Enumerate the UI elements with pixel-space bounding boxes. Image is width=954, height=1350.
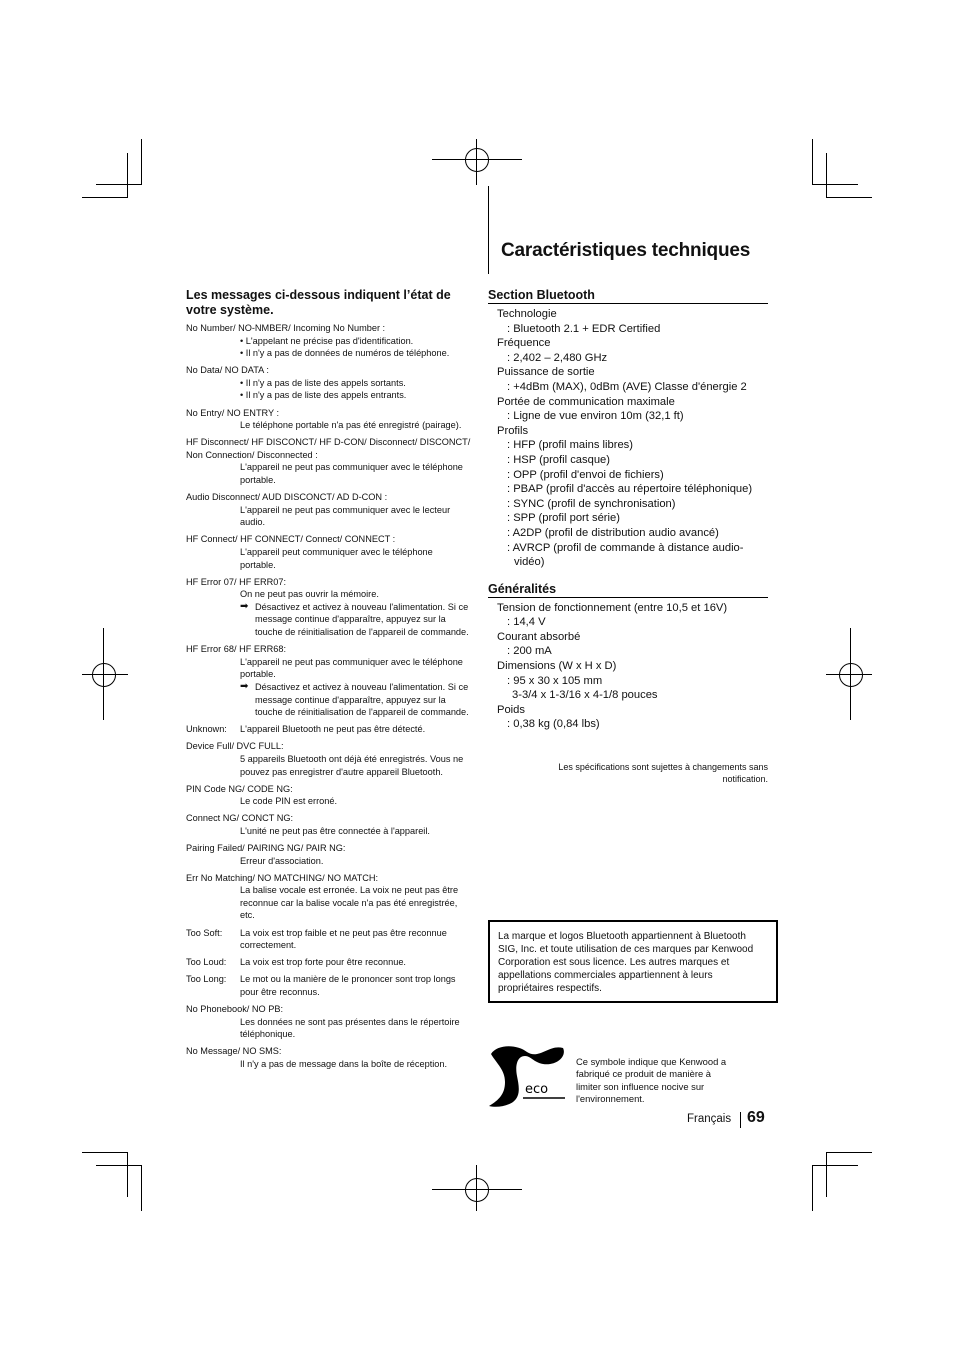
spec-value: : PBAP (profil d'accès au répertoire téléphonique) [507,483,753,496]
spec-value: : SPP (profil port série) [507,512,620,525]
trademark-notice: La marque et logos Bluetooth appartiennent à Bluetooth SIG, Inc. et toute utilisation de ces marques par Kenwood Corporation est sous licence. Les autres marques et appellations commerciales appartiennent à leurs propriétaires respectifs. [488,920,778,1003]
message-code: No Message/ NO SMS: [186,1046,282,1057]
spec-value: : 0,38 kg (0,84 lbs) [507,718,600,731]
message-entry [186,491,471,529]
message-description: La voix est trop forte pour être reconnue. [240,957,406,968]
bluetooth-specs [488,307,768,570]
message-entry [186,740,471,778]
messages-section [186,288,471,1075]
page-title: Caractéristiques techniques [501,240,751,261]
message-entry [186,436,471,486]
message-code: PIN Code NG/ CODE NG: [186,783,293,794]
message-bullet: • Il n'y a pas de données de numéros de téléphone. [240,348,450,359]
footer-language: Français [687,1113,732,1125]
messages-list [186,322,471,1070]
message-entry [186,407,471,432]
message-entry [186,842,471,867]
spec-label: Technologie [497,308,557,320]
message-remedy: ➡ Désactivez et activez à nouveau l'alimentation. Si ce message continue d'apparaître, appuyez sur la touche de réinitialisation de l'appareil de commande. [240,601,471,639]
message-entry [186,927,471,952]
message-entry [186,872,471,922]
spec-label: Puissance de sortie [497,366,595,379]
message-description: Le mot ou la manière de le prononcer sont trop longs pour être reconnus. [240,974,456,997]
message-code: HF Error 68/ HF ERR68: [186,644,287,655]
message-description: On ne peut pas ouvrir la mémoire. [240,589,379,600]
spec-item [497,395,768,424]
spec-item [497,424,768,570]
message-description: Erreur d'association. [240,855,324,866]
spec-value: : OPP (profil d'envoi de fichiers) [507,468,664,481]
general-specs [488,601,768,732]
message-code: Unknown: [186,724,227,735]
messages-heading: Les messages ci-dessous indiquent l’état de votre système. [186,288,451,317]
spec-value: : Ligne de vue environ 10m (32,1 ft) [507,410,684,423]
message-code: No Entry/ NO ENTRY : [186,407,280,418]
message-description: L'appareil ne peut pas communiquer avec le téléphone portable. [240,462,463,486]
message-description: Les données ne sont pas présentes dans le répertoire téléphonique. [240,1016,460,1040]
message-code: Pairing Failed/ PAIRING NG/ PAIR NG: [186,842,346,853]
message-entry [186,533,471,571]
message-entry [186,783,471,808]
spec-value: : HFP (profil mains libres) [507,439,633,452]
message-bullet: • Il n'y a pas de liste des appels entrants. [240,390,407,401]
spec-item [497,601,768,630]
message-description: L'unité ne peut pas être connectée à l'appareil. [240,825,430,836]
message-code: Err No Matching/ NO MATCHING/ NO MATCH: [186,872,379,883]
message-entry [186,956,471,969]
spec-value: : 14,4 V [507,616,546,629]
message-remedy: ➡ Désactivez et activez à nouveau l'alimentation. Si ce message continue d'apparaître, appuyez sur la touche de réinitialisation de l'appareil de commande. [240,681,471,719]
spec-value: : 95 x 30 x 105 mm [507,674,603,687]
disclaimer-note: Les spécifications sont sujettes à changements sans notification. [558,762,768,784]
spec-value: : 200 mA [507,645,552,658]
spec-value: : Bluetooth 2.1 + EDR Certified [507,322,661,335]
message-description: Il n'y a pas de message dans la boîte de réception. [240,1058,448,1069]
eco-logo-icon [487,1042,567,1110]
message-description: La voix est trop faible et ne peut pas être reconnue correctement. [240,927,447,951]
message-entry [186,723,471,736]
page-number: 69 [747,1109,765,1126]
spec-value: : HSP (profil casque) [507,453,611,466]
spec-value: : +4dBm (MAX), 0dBm (AVE) Classe d'énergie 2 [507,380,747,393]
message-description: L'appareil Bluetooth ne peut pas être détecté. [240,724,426,735]
spec-label: Poids [497,703,525,716]
spec-value: : A2DP (profil de distribution audio avancé) [507,526,719,539]
spec-value: : SYNC (profil de synchronisation) [507,497,676,510]
message-entry [186,576,471,639]
message-description: Le téléphone portable n'a pas été enregistré (pairage). [240,420,462,431]
message-code: No Number/ NO-NMBER/ Incoming No Number : [186,323,386,333]
spec-label: Courant absorbé [497,630,581,643]
spec-label: Dimensions (W x H x D) [497,660,617,673]
general-heading: Généralités [488,582,768,598]
message-description: La balise vocale est erronée. La voix ne peut pas être reconnue car la balise vocale n'a pas été enregistrée, etc. [240,885,459,921]
message-entry [186,364,471,402]
message-description: L'appareil peut communiquer avec le téléphone portable. [240,547,433,570]
message-code: Connect NG/ CONCT NG: [186,813,294,824]
spec-item [497,365,768,394]
eco-logo-text: eco [525,1082,549,1097]
spec-label: Portée de communication maximale [497,395,675,408]
message-description: L'appareil ne peut pas communiquer avec le lecteur audio. [240,504,451,528]
spec-item [497,630,768,659]
message-code: Device Full/ DVC FULL: [186,741,284,752]
message-description: L'appareil ne peut pas communiquer avec le téléphone portable. [240,656,463,680]
bluetooth-heading: Section Bluetooth [488,288,768,304]
message-description: Le code PIN est erroné. [240,796,338,807]
message-code: HF Connect/ HF CONNECT/ Connect/ CONNECT : [186,534,396,545]
spec-item [497,307,768,336]
message-entry [186,973,471,998]
message-code: Too Loud: [186,957,227,968]
footer-separator [740,1112,741,1128]
eco-description: Ce symbole indique que Kenwood a fabriqué ce produit de manière à limiter son influence nocive sur l'environnement. [576,1056,727,1105]
spec-item [497,703,768,732]
message-code: No Data/ NO DATA : [186,365,269,376]
spec-label: Profils [497,424,529,437]
message-description: 5 appareils Bluetooth ont déjà été enregistrés. Vous ne pouvez pas enregistrer d'autre appareil Bluetooth. [240,753,464,777]
message-bullet: • Il n'y a pas de liste des appels sortants. [240,377,406,388]
spec-item [497,659,768,703]
message-code: HF Error 07/ HF ERR07: [186,576,287,587]
spec-value: : AVRCP (profil de commande à distance audio-vidéo) [507,541,744,569]
message-entry [186,322,471,360]
spec-value: : 2,402 – 2,480 GHz [507,351,608,364]
spec-item [497,336,768,365]
message-entry [186,1045,471,1070]
message-entry [186,812,471,837]
message-code: Too Long: [186,974,227,985]
message-code: Audio Disconnect/ AUD DISCONCT/ AD D-CON : [186,492,388,503]
message-bullet: • L'appelant ne précise pas d'identification. [240,335,414,346]
message-code: No Phonebook/ NO PB: [186,1004,284,1014]
message-code: HF Disconnect/ HF DISCONCT/ HF D-CON/ Disconnect/ DISCONCT/ Non Connection/ Disconnected : [186,437,471,460]
spec-label: Tension de fonctionnement (entre 10,5 et 16V) [497,601,728,614]
spec-label: Fréquence [497,337,551,350]
message-code: Too Soft: [186,927,223,938]
message-entry [186,1003,471,1041]
spec-value-alt: 3-3/4 x 1-3/16 x 4-1/8 pouces [512,689,658,702]
specs-section [488,288,768,732]
message-entry [186,643,471,719]
